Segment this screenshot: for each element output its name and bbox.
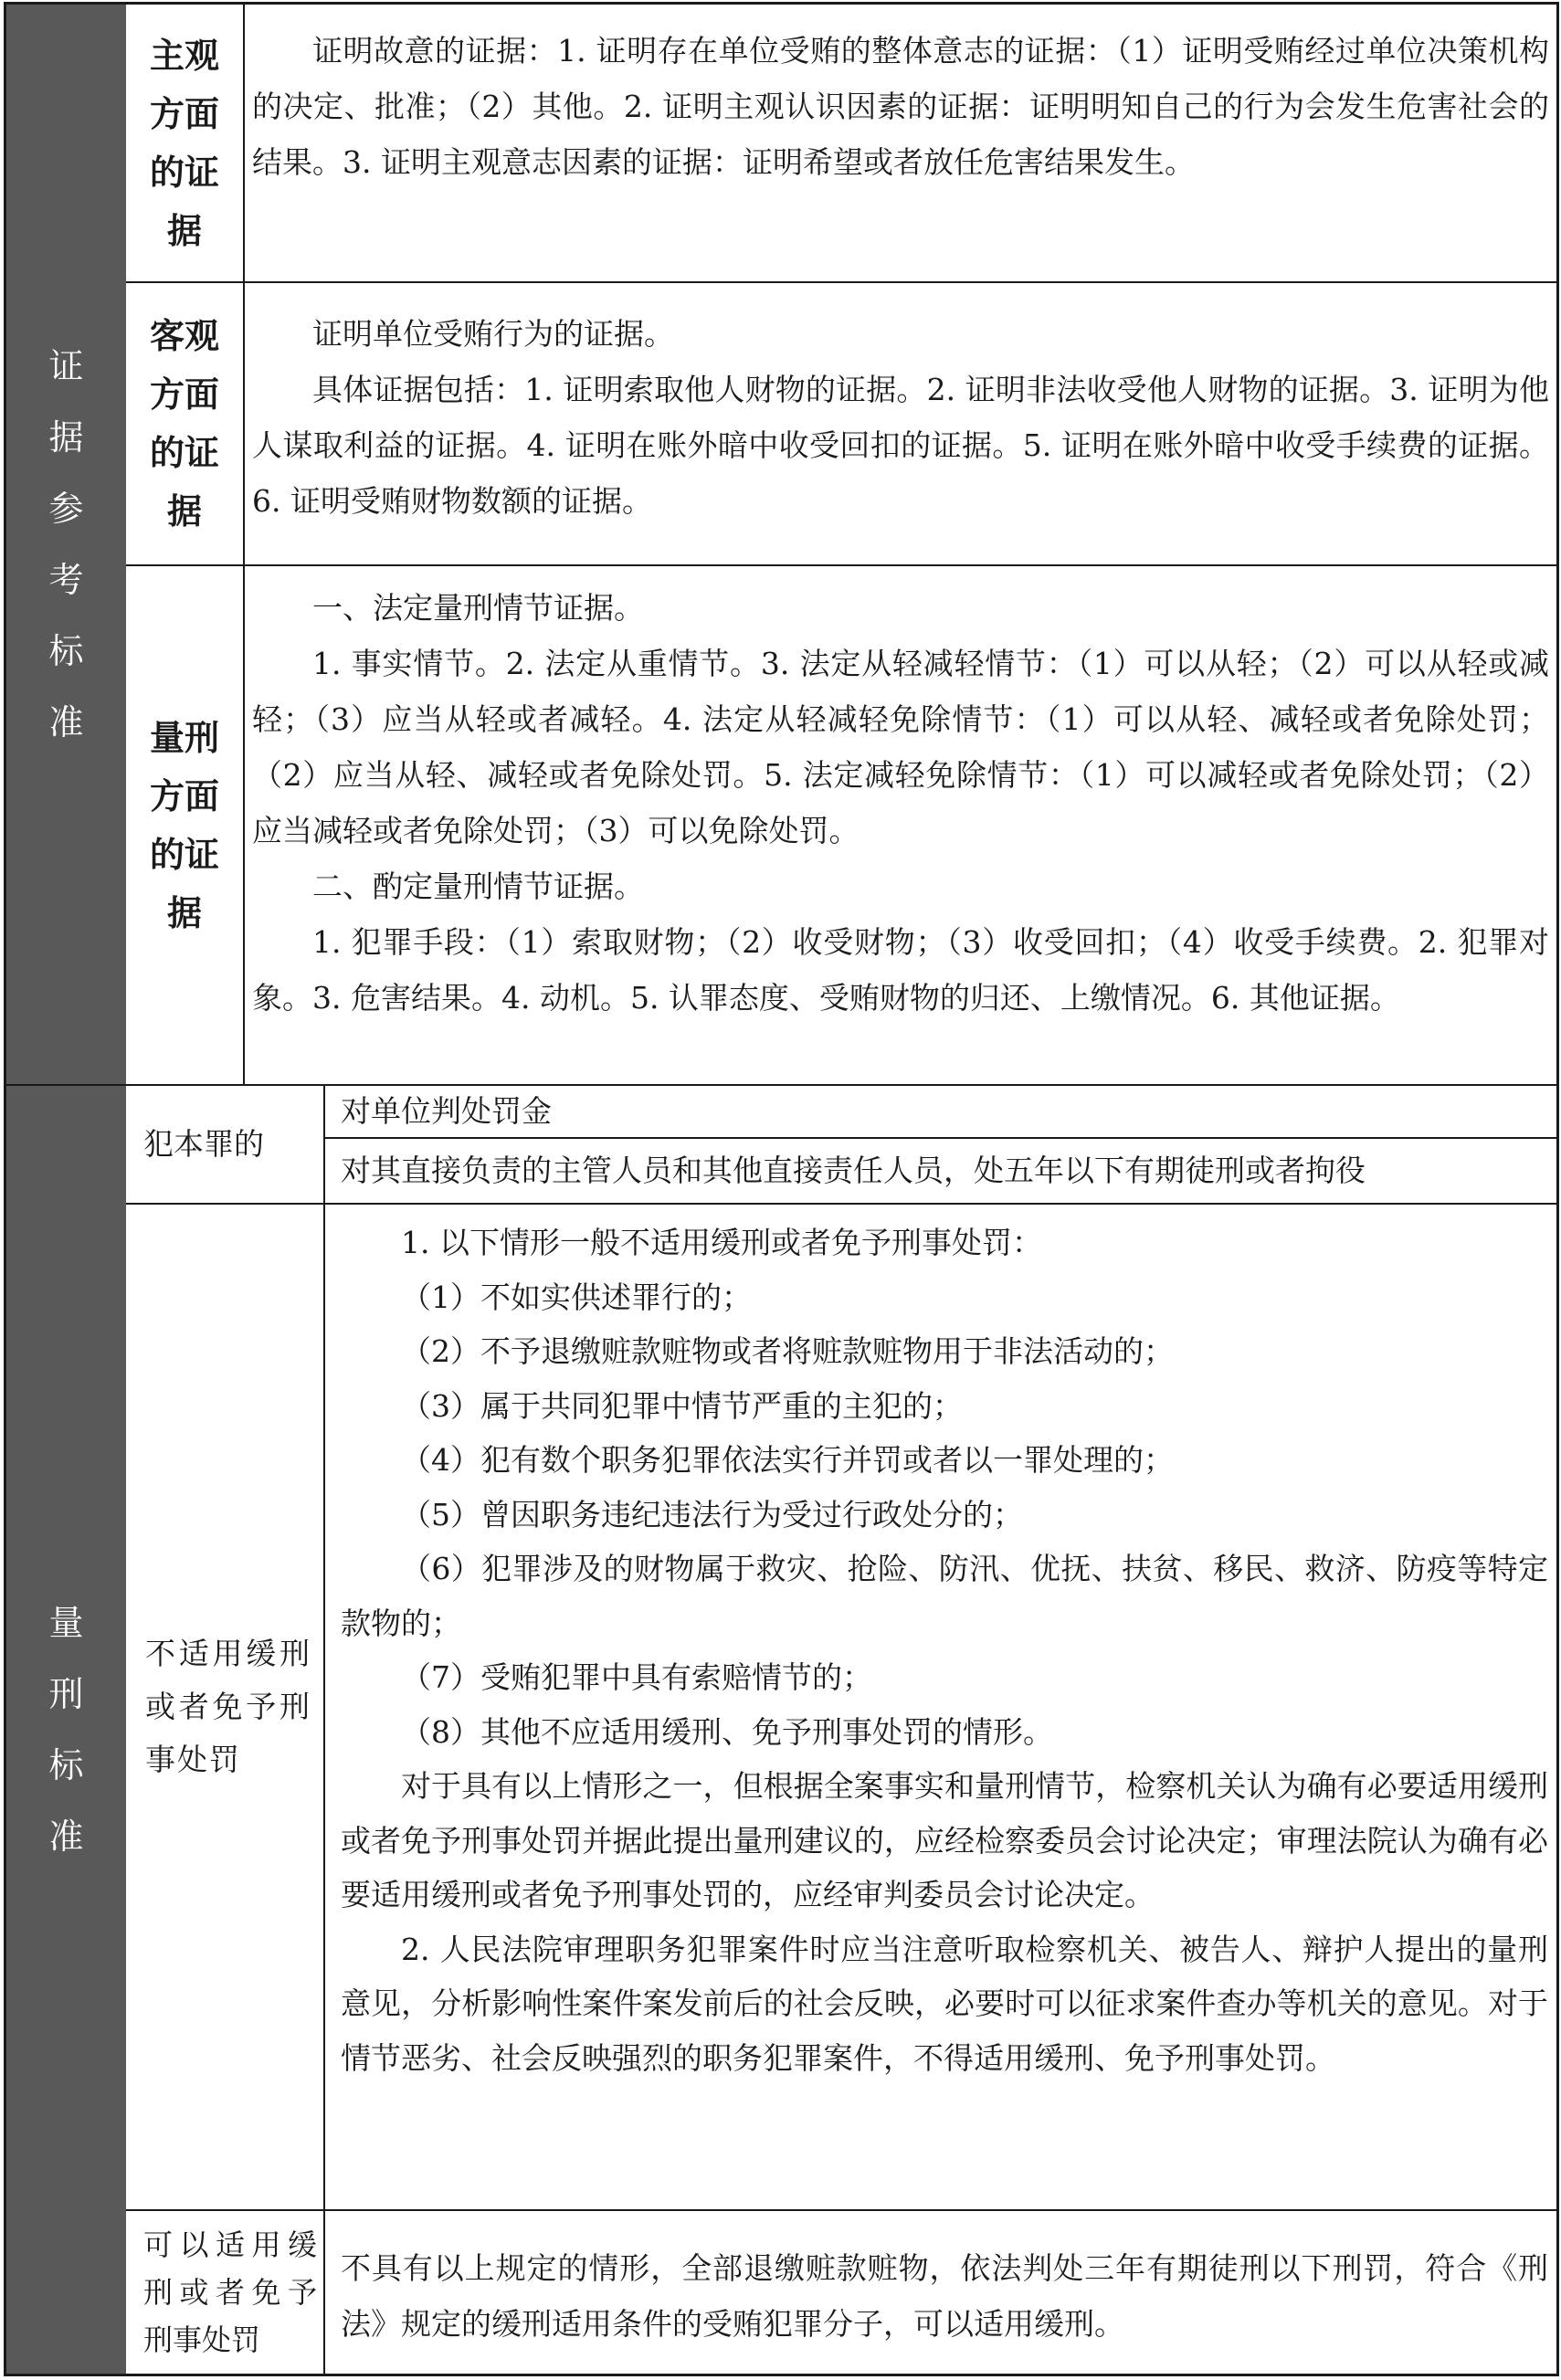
paragraph: 具体证据包括：1. 证明索取他人财物的证据。2. 证明非法收受他人财物的证据。3. 证明为他人谋取利益的证据。4. 证明在账外暗中收受回扣的证据。5. 证明在账外暗中收受手续费的证据。6. 证明受贿财物数额的证据。 xyxy=(252,372,1549,519)
paragraph: （2）不予退缴赃款赃物或者将赃款赃物用于非法活动的； xyxy=(401,1333,1174,1369)
row-divider xyxy=(126,2209,1556,2211)
section-label-sentencing-text: 量刑标准 xyxy=(48,1603,84,1857)
paragraph: （3）属于共同犯罪中情节严重的主犯的； xyxy=(401,1387,963,1424)
subrow-divider-vertical xyxy=(323,1086,325,2374)
paragraph: 不具有以上规定的情形，全部退缴赃款赃物，依法判处三年有期徒刑以下刑罚，符合《刑法》规定的缓刑适用条件的受贿犯罪分子，可以适用缓刑。 xyxy=(341,2250,1548,2342)
row-heading-subjective: 主观方面的证据 xyxy=(149,35,219,251)
paragraph: （4）犯有数个职务犯罪依法实行并罚或者以一罪处理的； xyxy=(401,1442,1174,1478)
section-label-evidence-text: 证据参考标准 xyxy=(48,346,84,742)
row-content-sentencing-evidence xyxy=(252,580,1549,1084)
row-divider xyxy=(126,1203,1556,1205)
paragraph: 1. 以下情形一般不适用缓刑或者免予刑事处罚： xyxy=(401,1225,1042,1260)
row-divider xyxy=(126,564,1556,566)
sublabel-crime: 犯本罪的 xyxy=(143,1126,264,1162)
crime-line-imprisonment: 对其直接负责的主管人员和其他直接责任人员，处五年以下有期徒刑或者拘役 xyxy=(341,1153,1366,1188)
not-applicable-content xyxy=(341,1216,1548,2209)
crime-line-fine: 对单位判处罚金 xyxy=(341,1093,552,1129)
paragraph: 1. 事实情节。2. 法定从重情节。3. 法定从轻减轻情节：（1）可以从轻；（2）可以从轻或减轻；（3）应当从轻或者减轻。4. 法定从轻减轻免除情节：（1）可以从轻、减轻或者免除处罚；（2）应当从轻、减轻或者免除处罚。5. 法定减轻免除情节：（1）可以减轻或者免除处罚；（2）应当减轻或者免除处罚；（3）可以免除处罚。 xyxy=(252,646,1549,848)
row-divider-vertical xyxy=(243,5,245,1084)
applicable-content xyxy=(341,2218,1548,2374)
paragraph: （1）不如实供述罪行的； xyxy=(401,1279,752,1315)
paragraph: （6）犯罪涉及的财物属于救灾、抢险、防汛、优抚、扶贫、移民、救济、防疫等特定款物的； xyxy=(341,1551,1548,1641)
row-divider xyxy=(126,281,1556,283)
section-label-sentencing xyxy=(6,1086,126,2374)
paragraph: 二、酌定量刑情节证据。 xyxy=(312,869,644,904)
section-label-evidence xyxy=(6,5,126,1084)
paragraph: （8）其他不应适用缓刑、免予刑事处罚的情形。 xyxy=(401,1713,1053,1750)
row-heading-sentencing-evidence: 量刑方面的证据 xyxy=(149,717,219,933)
row-content-objective xyxy=(252,306,1549,562)
row-content-subjective xyxy=(252,23,1549,279)
paragraph: 对于具有以上情形之一，但根据全案事实和量刑情节，检察机关认为确有必要适用缓刑或者免予刑事处罚并据此提出量刑建议的，应经检察委员会讨论决定；审理法院认为确有必要适用缓刑或者免予刑事处罚的，应经审判委员会讨论决定。 xyxy=(341,1768,1548,1912)
paragraph: （7）受贿犯罪中具有索赔情节的； xyxy=(401,1659,872,1695)
paragraph: 证明故意的证据：1. 证明存在单位受贿的整体意志的证据：（1）证明受贿经过单位决策机构的决定、批准；（2）其他。2. 证明主观认识因素的证据：证明明知自己的行为会发生危害社会的结果。3. 证明主观意志因素的证据：证明希望或者放任危害结果发生。 xyxy=(252,33,1549,180)
paragraph: 一、法定量刑情节证据。 xyxy=(312,590,644,626)
sublabel-not-applicable: 不适用缓刑或者免予刑事处罚 xyxy=(145,1636,311,1777)
paragraph: 2. 人民法院审理职务犯罪案件时应当注意听取检察机关、被告人、辩护人提出的量刑意见，分析影响性案件案发前后的社会反映，必要时可以征求案件查办等机关的意见。对于情节恶劣、社会反映强烈的职务犯罪案件，不得适用缓刑、免予刑事处罚。 xyxy=(341,1931,1548,2076)
document-table xyxy=(4,2,1559,2376)
row-heading-objective: 客观方面的证据 xyxy=(149,316,219,532)
sublabel-applicable: 可以适用缓刑或者免予刑事处罚 xyxy=(143,2227,317,2357)
paragraph: 1. 犯罪手段：（1）索取财物；（2）收受财物；（3）收受回扣；（4）收受手续费。2. 犯罪对象。3. 危害结果。4. 动机。5. 认罪态度、受贿财物的归还、上缴情况。6. 其他证据。 xyxy=(252,924,1549,1016)
paragraph: 证明单位受贿行为的证据。 xyxy=(312,316,674,352)
paragraph: （5）曾因职务违纪违法行为受过行政处分的； xyxy=(401,1496,1023,1532)
